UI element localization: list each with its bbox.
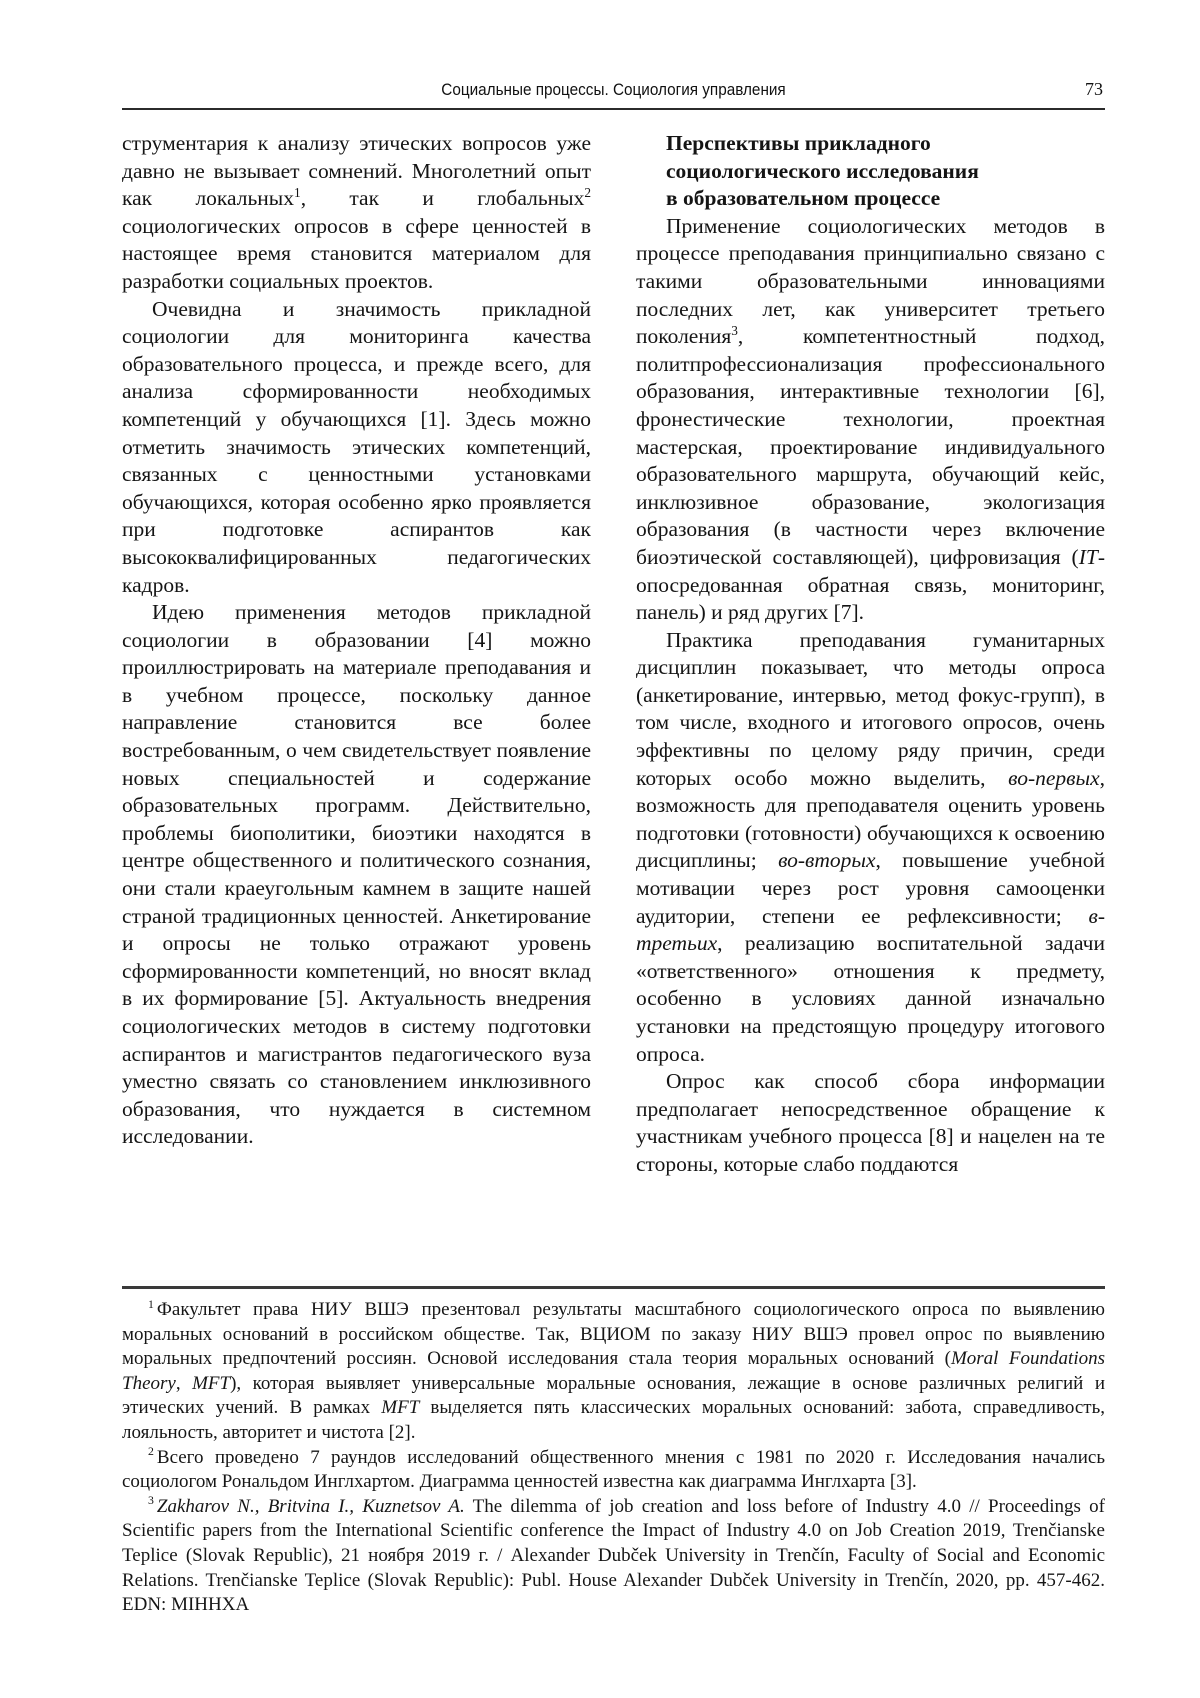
footnote: $^3$ Zakharov N., Britvina I., Kuznetsov A. The dilemma of job creation and loss before of Industry 4.0 // Proceedings of Scientific papers from the International Scientific conference the Impact of Industry 4.0 on Job Creation 2019, Trenčianske Teplice (Slovak Republic), 21 ноября 2019 г. / Alexander Dubček University in Trenčín, Faculty of Social and Economic Relations. Trenčianske Teplice (Slovak Republic): Publ. House Alexander Dubček University in Trenčín, 2020, pp. 457-462. EDN: MIHHXA (122, 1494, 1105, 1616)
paragraph: Опрос как способ сбора информации предполагает непосредственное обращение к участникам учебного процесса [8] и нацелен на те стороны, которые слабо поддаются (636, 1069, 1105, 1176)
two-column-body (122, 130, 1105, 1260)
running-header (122, 0, 1105, 108)
running-header-title: Социальные процессы. Социология управления (441, 80, 786, 99)
paragraph: Практика преподавания гуманитарных дисциплин показывает, что методы опроса (анкетирование, интервью, метод фокус-групп), в том числе, входного и итогового опросов, очень эффективны по целому ряду причин, среди которых особо можно выделить, во-первых, возможность для преподавателя оценить уровень подготовки (готовности) обучающихся к освоению дисциплины; во-вторых, повышение учебной мотивации через рост уровня самооценки аудитории, степени ее рефлексивности; в-третьих, реализацию воспитательной задачи «ответственного» отношения к предмету, особенно в условиях данной изначально установки на предстоящую процедуру итогового опроса. (636, 627, 1105, 1066)
paragraph: струментария к анализу этических вопросов уже давно не вызывает сомнений. Многолетний опыт как локальных$^1$, так и глобальных$^2$ социологических опросов в сфере ценностей в настоящее время становится материалом для разработки социальных проектов. (122, 131, 591, 293)
footnote-marker: 3 (148, 1494, 154, 1508)
footnote: $^1$ Факультет права НИУ ВШЭ презентовал результаты масштабного социологического опроса по выявлению моральных оснований в российском обществе. Так, ВЦИОМ по заказу НИУ ВШЭ провел опрос по выявлению моральных предпочтений россиян. Основой исследования стала теория моральных оснований (Moral Foundations Theory, MFT), которая выявляет универсальные моральные основания, лежащие в основе различных религий и этических учений. В рамках MFT выделяется пять классических моральных оснований: забота, справедливость, лояльность, авторитет и чистота [2]. (122, 1297, 1106, 1443)
footnote-marker: 2 (148, 1445, 154, 1459)
section-heading (636, 130, 1105, 213)
paragraph: Очевидна и значимость прикладной социологии для мониторинга качества образовательного процесса, и прежде всего, для анализа сформированности необходимых компетенций у обучающихся [1]. Здесь можно отметить значимость этических компетенций, связанных с ценностными установками обучающихся, которая особенно ярко проявляется при подготовке аспирантов как высококвалифицированных педагогических кадров. (122, 296, 591, 597)
paragraph: Идею применения методов прикладной социологии в образовании [4] можно проиллюстрировать на материале преподавания и в учебном процессе, поскольку данное направление становится все более востребованным, о чем свидетельствует появление новых специальностей и содержание образовательных программ. Действительно, проблемы биополитики, биоэтики находятся в центре общественного и политического сознания, они стали краеугольным камнем в защите нашей страной традиционных ценностей. Анкетирование и опросы не только отражают уровень сформированности компетенций, но вносят вклад в их формирование [5]. Актуальность внедрения социологических методов в систему подготовки аспирантов и магистрантов педагогического вуза уместно связать со становлением инклюзивного образования, что нуждается в системном исследовании. (122, 600, 591, 1149)
footnote-marker: 1 (148, 1297, 154, 1311)
section-heading-line: Перспективы прикладного (666, 131, 931, 155)
paragraph: Применение социологических методов в процессе преподавания принципиально связано с такими образовательными инновациями последних лет, как университет третьего поколения$^3$, компетентностный подход, политпрофессионализация профессионального образования, интерактивные технологии [6], фронестические технологии, проектная мастерская, проектирование индивидуального образовательного маршрута, обучающий кейс, инклюзивное образование, экологизация образования (в частности через включение биоэтической составляющей), цифровизация (IT-опосредованная обратная связь, мониторинг, панель) и ряд других [7]. (636, 213, 1105, 625)
header-rule-divider (122, 108, 1105, 110)
section-heading-line: в образовательном процессе (666, 186, 941, 211)
footnote: $^2$ Всего проведено 7 раундов исследований общественного мнения с 1981 по 2020 г. Исследования начались социологом Рональдом Инглхартом. Диаграмма ценностей известна как диаграмма Инглхарта [3]. (122, 1445, 1105, 1493)
section-heading-line: социологического исследования (666, 158, 979, 183)
column-left (122, 130, 591, 1260)
page-number: 73 (1085, 79, 1103, 99)
footnotes-section (122, 1286, 1105, 1618)
column-right (636, 130, 1105, 1260)
footnote-rule-divider (122, 1286, 1105, 1289)
